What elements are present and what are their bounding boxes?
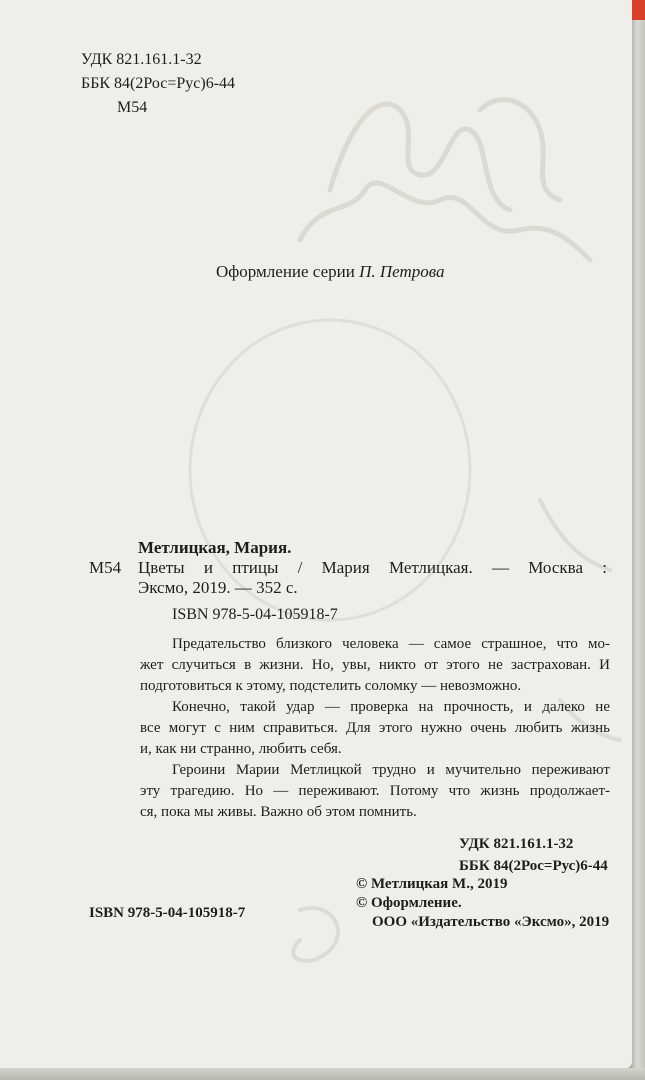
- catalog-author-heading: Метлицкая, Мария.: [138, 538, 292, 557]
- annotation-p2-line-3: и, как ни странно, любить себя.: [140, 741, 342, 757]
- bottom-udk-code: УДК 821.161.1-32: [459, 836, 574, 852]
- catalog-title-line-1: Цветы и птицы / Мария Метлицкая. — Москва :: [138, 558, 607, 577]
- annotation-p1-line-2: жет случиться в жизни. Но, увы, никто от этого не застрахован. И: [140, 657, 610, 673]
- copyright-author: © Метлицкая М., 2019: [356, 876, 508, 892]
- copyright-publisher: ООО «Издательство «Эксмо», 2019: [372, 914, 610, 930]
- annotation-p3-line-3: ся, пока мы живы. Важно об этом помнить.: [140, 804, 417, 820]
- annotation-p3-line-1: Героини Марии Метлицкой трудно и мучительно переживают: [172, 762, 610, 778]
- annotation-paragraph-2: [140, 697, 610, 760]
- catalog-author-mark: М54: [89, 558, 122, 577]
- book-bottom-edge: [0, 1068, 645, 1080]
- red-cover-corner: [632, 0, 645, 20]
- copyright-design: © Оформление.: [356, 895, 462, 911]
- annotation-p2-line-2: все могут с ним справиться. Для этого нужно очень любить жизнь: [140, 720, 610, 736]
- annotation-paragraph-3: [140, 760, 610, 823]
- top-author-mark: М54: [117, 99, 148, 116]
- book-cover-edge: [632, 0, 645, 1080]
- annotation-p1-line-1: Предательство близкого человека — самое страшное, что мо-: [172, 636, 610, 652]
- annotation-p2-line-1: Конечно, такой удар — проверка на прочность, и далеко не: [172, 699, 610, 715]
- top-udk-code: УДК 821.161.1-32: [81, 51, 202, 68]
- series-design-label: Оформление серии: [216, 262, 355, 281]
- series-designer-name: П. Петрова: [359, 262, 445, 281]
- top-bbk-code: ББК 84(2Рос=Рус)6-44: [81, 75, 236, 92]
- series-design-credit: [216, 262, 444, 282]
- copyright-isbn: ISBN 978-5-04-105918-7: [89, 905, 246, 921]
- annotation-paragraph-1: [140, 634, 610, 697]
- catalog-title-line-2: Эксмо, 2019. — 352 с.: [138, 578, 298, 597]
- annotation-p1-line-3: подготовиться к этому, подстелить соломку — невозможно.: [140, 678, 522, 694]
- bottom-bbk-code: ББК 84(2Рос=Рус)6-44: [459, 858, 608, 874]
- catalog-isbn: ISBN 978-5-04-105918-7: [172, 606, 338, 623]
- annotation-p3-line-2: эту трагедию. Но — переживают. Потому что жизнь продолжает-: [140, 783, 610, 799]
